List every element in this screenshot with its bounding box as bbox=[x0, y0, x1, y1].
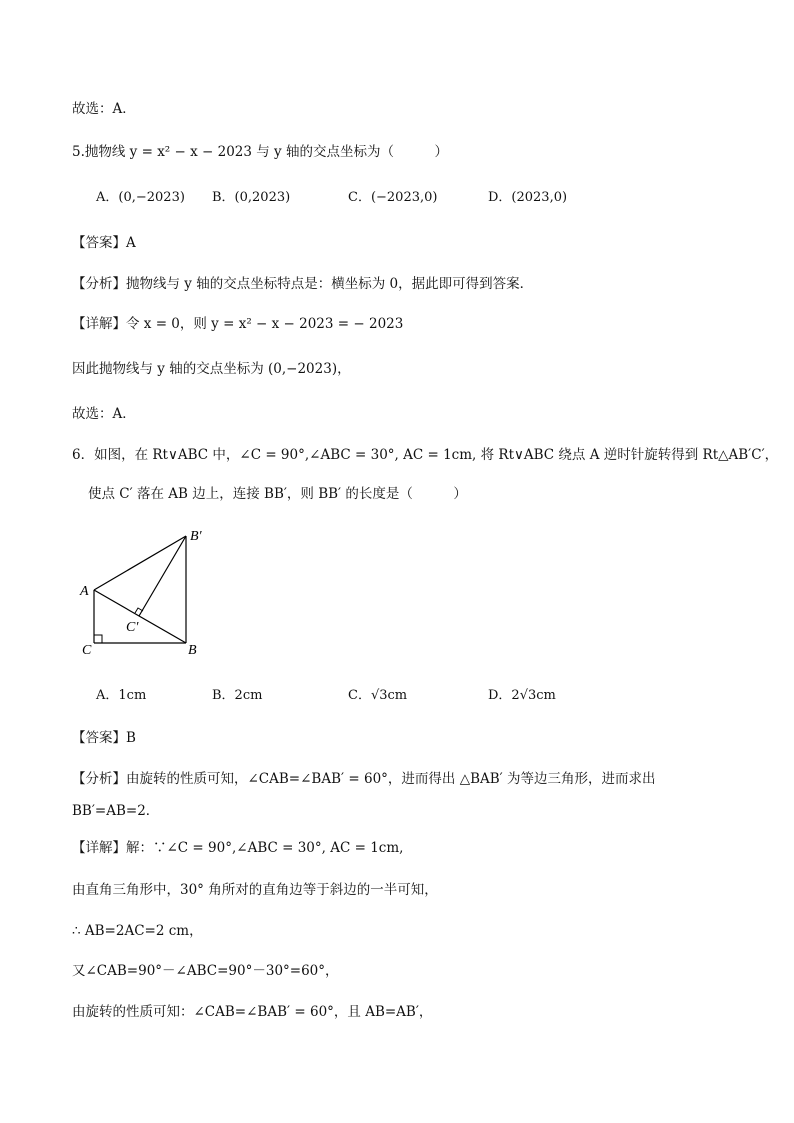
question-5: 5.抛物线 y = x² − x − 2023 与 y 轴的交点坐标为（ ） bbox=[72, 144, 448, 160]
detail-5: 【详解】令 x = 0，则 y = x² − x − 2023 = − 2023 bbox=[72, 316, 404, 332]
answer-5: 【答案】A bbox=[72, 235, 136, 251]
option-d: D．2√3cm bbox=[488, 688, 556, 703]
triangle-figure bbox=[74, 525, 224, 665]
question-6-line-1: 6．如图，在 Rt∨ABC 中，∠C = 90°,∠ABC = 30°, AC = 1cm, 将 Rt∨ABC 绕点 A 逆时针旋转得到 Rt△AB′C′， bbox=[72, 447, 779, 463]
option-d: D．(2023,0) bbox=[488, 190, 568, 205]
answer-6: 【答案】B bbox=[72, 730, 136, 746]
label-c: C bbox=[82, 643, 92, 658]
option-a: A．(0,−2023) bbox=[96, 190, 185, 205]
conclusion-5: 因此抛物线与 y 轴的交点坐标为 (0,−2023)， bbox=[72, 361, 351, 377]
analysis-6-line-2: BB′=AB=2． bbox=[72, 803, 160, 819]
label-c-prime: C′ bbox=[126, 620, 139, 635]
label-a: A bbox=[80, 584, 89, 599]
detail-6: 【详解】解：∵∠C = 90°,∠ABC = 30°, AC = 1cm, bbox=[72, 840, 404, 856]
analysis-6-line-1: 【分析】由旋转的性质可知，∠CAB=∠BAB′ = 60°，进而得出 △BAB′ 为等边三角形，进而求出 bbox=[72, 771, 656, 787]
step-1: 由直角三角形中，30° 角所对的直角边等于斜边的一半可知， bbox=[72, 882, 438, 898]
analysis-5: 【分析】抛物线与 y 轴的交点坐标特点是：横坐标为 0，据此即可得到答案． bbox=[72, 276, 534, 292]
option-b: B．2cm bbox=[212, 688, 263, 703]
step-4: 由旋转的性质可知：∠CAB=∠BAB′ = 60°，且 AB=AB′， bbox=[72, 1004, 433, 1020]
text-line: 故选：A． bbox=[72, 406, 136, 422]
option-c: C．(−2023,0) bbox=[348, 190, 438, 205]
option-b: B．(0,2023) bbox=[212, 190, 291, 205]
text-line: 故选：A． bbox=[72, 101, 136, 117]
label-b: B bbox=[188, 643, 197, 658]
question-6-line-2: 使点 C′ 落在 AB 边上，连接 BB′，则 BB′ 的长度是（ ） bbox=[88, 486, 467, 502]
option-a: A．1cm bbox=[96, 688, 147, 703]
step-3: 又∠CAB=90°－∠ABC=90°－30°=60°， bbox=[72, 963, 339, 979]
step-2: ∴ AB=2AC=2 cm， bbox=[72, 923, 203, 939]
option-c: C．√3cm bbox=[348, 688, 408, 703]
label-b-prime: B′ bbox=[190, 529, 202, 544]
